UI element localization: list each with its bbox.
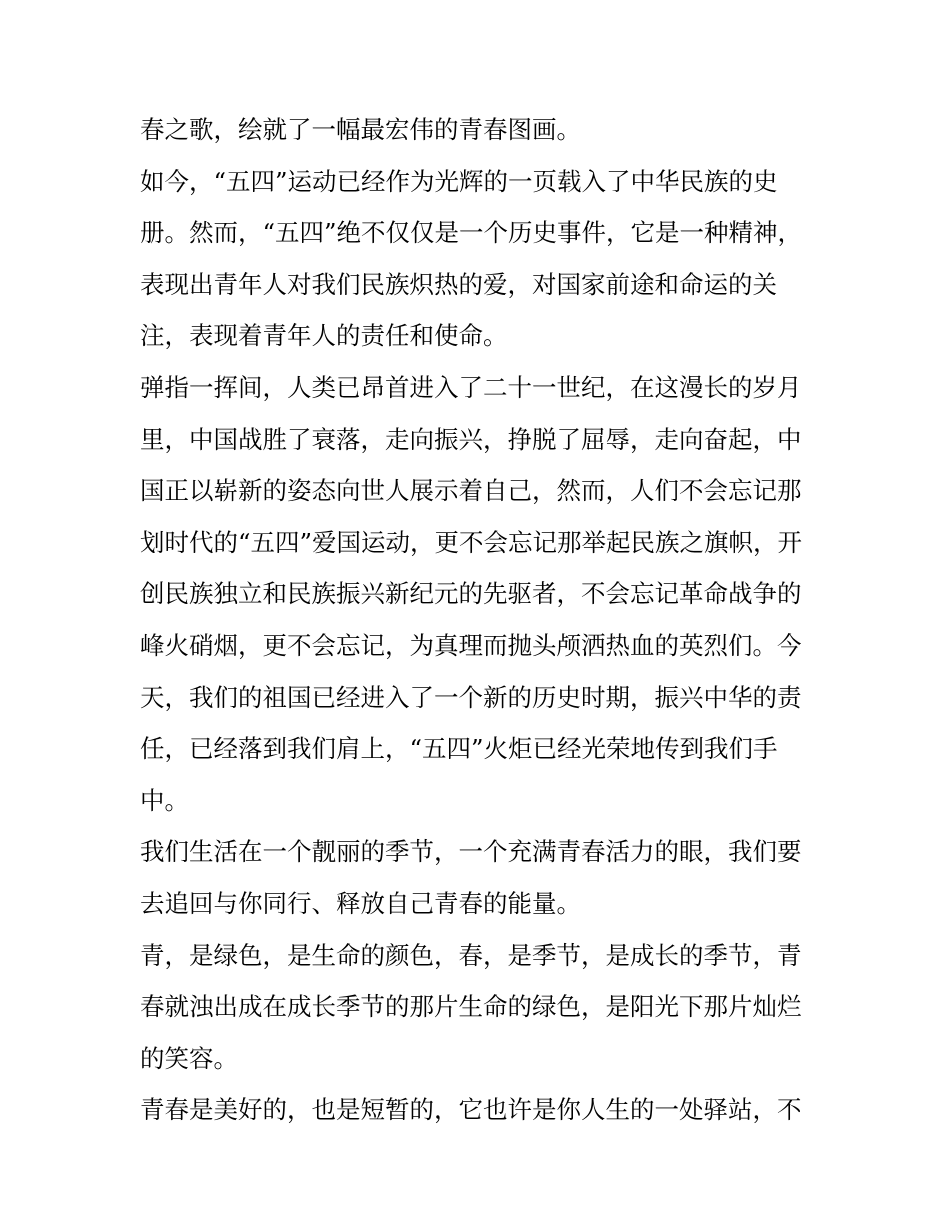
text-line: 划时代的“五四”爱国运动，更不会忘记那举起民族之旗帜，开	[140, 527, 803, 557]
text-line: 天，我们的祖国已经进入了一个新的历史时期，振兴中华的责	[140, 682, 802, 712]
text-line: 弹指一挥间，人类已昂首进入了二十一世纪，在这漫长的岁月	[140, 372, 802, 402]
text-line: 的笑容。	[140, 1043, 238, 1073]
text-line: 青，是绿色，是生命的颜色，春，是季节，是成长的季节，青	[140, 940, 802, 970]
text-line: 青春是美好的，也是短暂的，它也许是你人生的一处驿站，不	[140, 1095, 802, 1125]
text-line: 我们生活在一个靓丽的季节，一个充满青春活力的眼，我们要	[140, 837, 802, 867]
text-line: 春之歌，绘就了一幅最宏伟的青春图画。	[140, 115, 581, 144]
text-line: 春就浊出成在成长季节的那片生命的绿色，是阳光下那片灿烂	[140, 992, 802, 1022]
text-line: 去追回与你同行、释放自己青春的能量。	[140, 888, 581, 918]
text-line: 册。然而，“五四”绝不仅仅是一个历史事件，它是一种精神，	[140, 218, 803, 248]
text-line: 创民族独立和民族振兴新纪元的先驱者，不会忘记革命战争的	[140, 579, 802, 609]
text-line: 中。	[140, 785, 189, 815]
document-body	[140, 104, 820, 1136]
text-line: 注，表现着青年人的责任和使命。	[140, 321, 508, 351]
text-line: 国正以崭新的姿态向世人展示着自己，然而，人们不会忘记那	[140, 476, 802, 506]
text-line: 如今，“五四”运动已经作为光辉的一页载入了中华民族的史	[140, 166, 778, 196]
text-line: 里，中国战胜了衰落，走向振兴，挣脱了屈辱，走向奋起，中	[140, 424, 802, 454]
text-line: 任，已经落到我们肩上，“五四”火炬已经光荣地传到我们手	[140, 734, 778, 764]
text-line: 峰火硝烟，更不会忘记，为真理而抛头颅洒热血的英烈们。今	[140, 630, 802, 660]
text-line: 表现出青年人对我们民族炽热的爱，对国家前途和命运的关	[140, 269, 777, 299]
